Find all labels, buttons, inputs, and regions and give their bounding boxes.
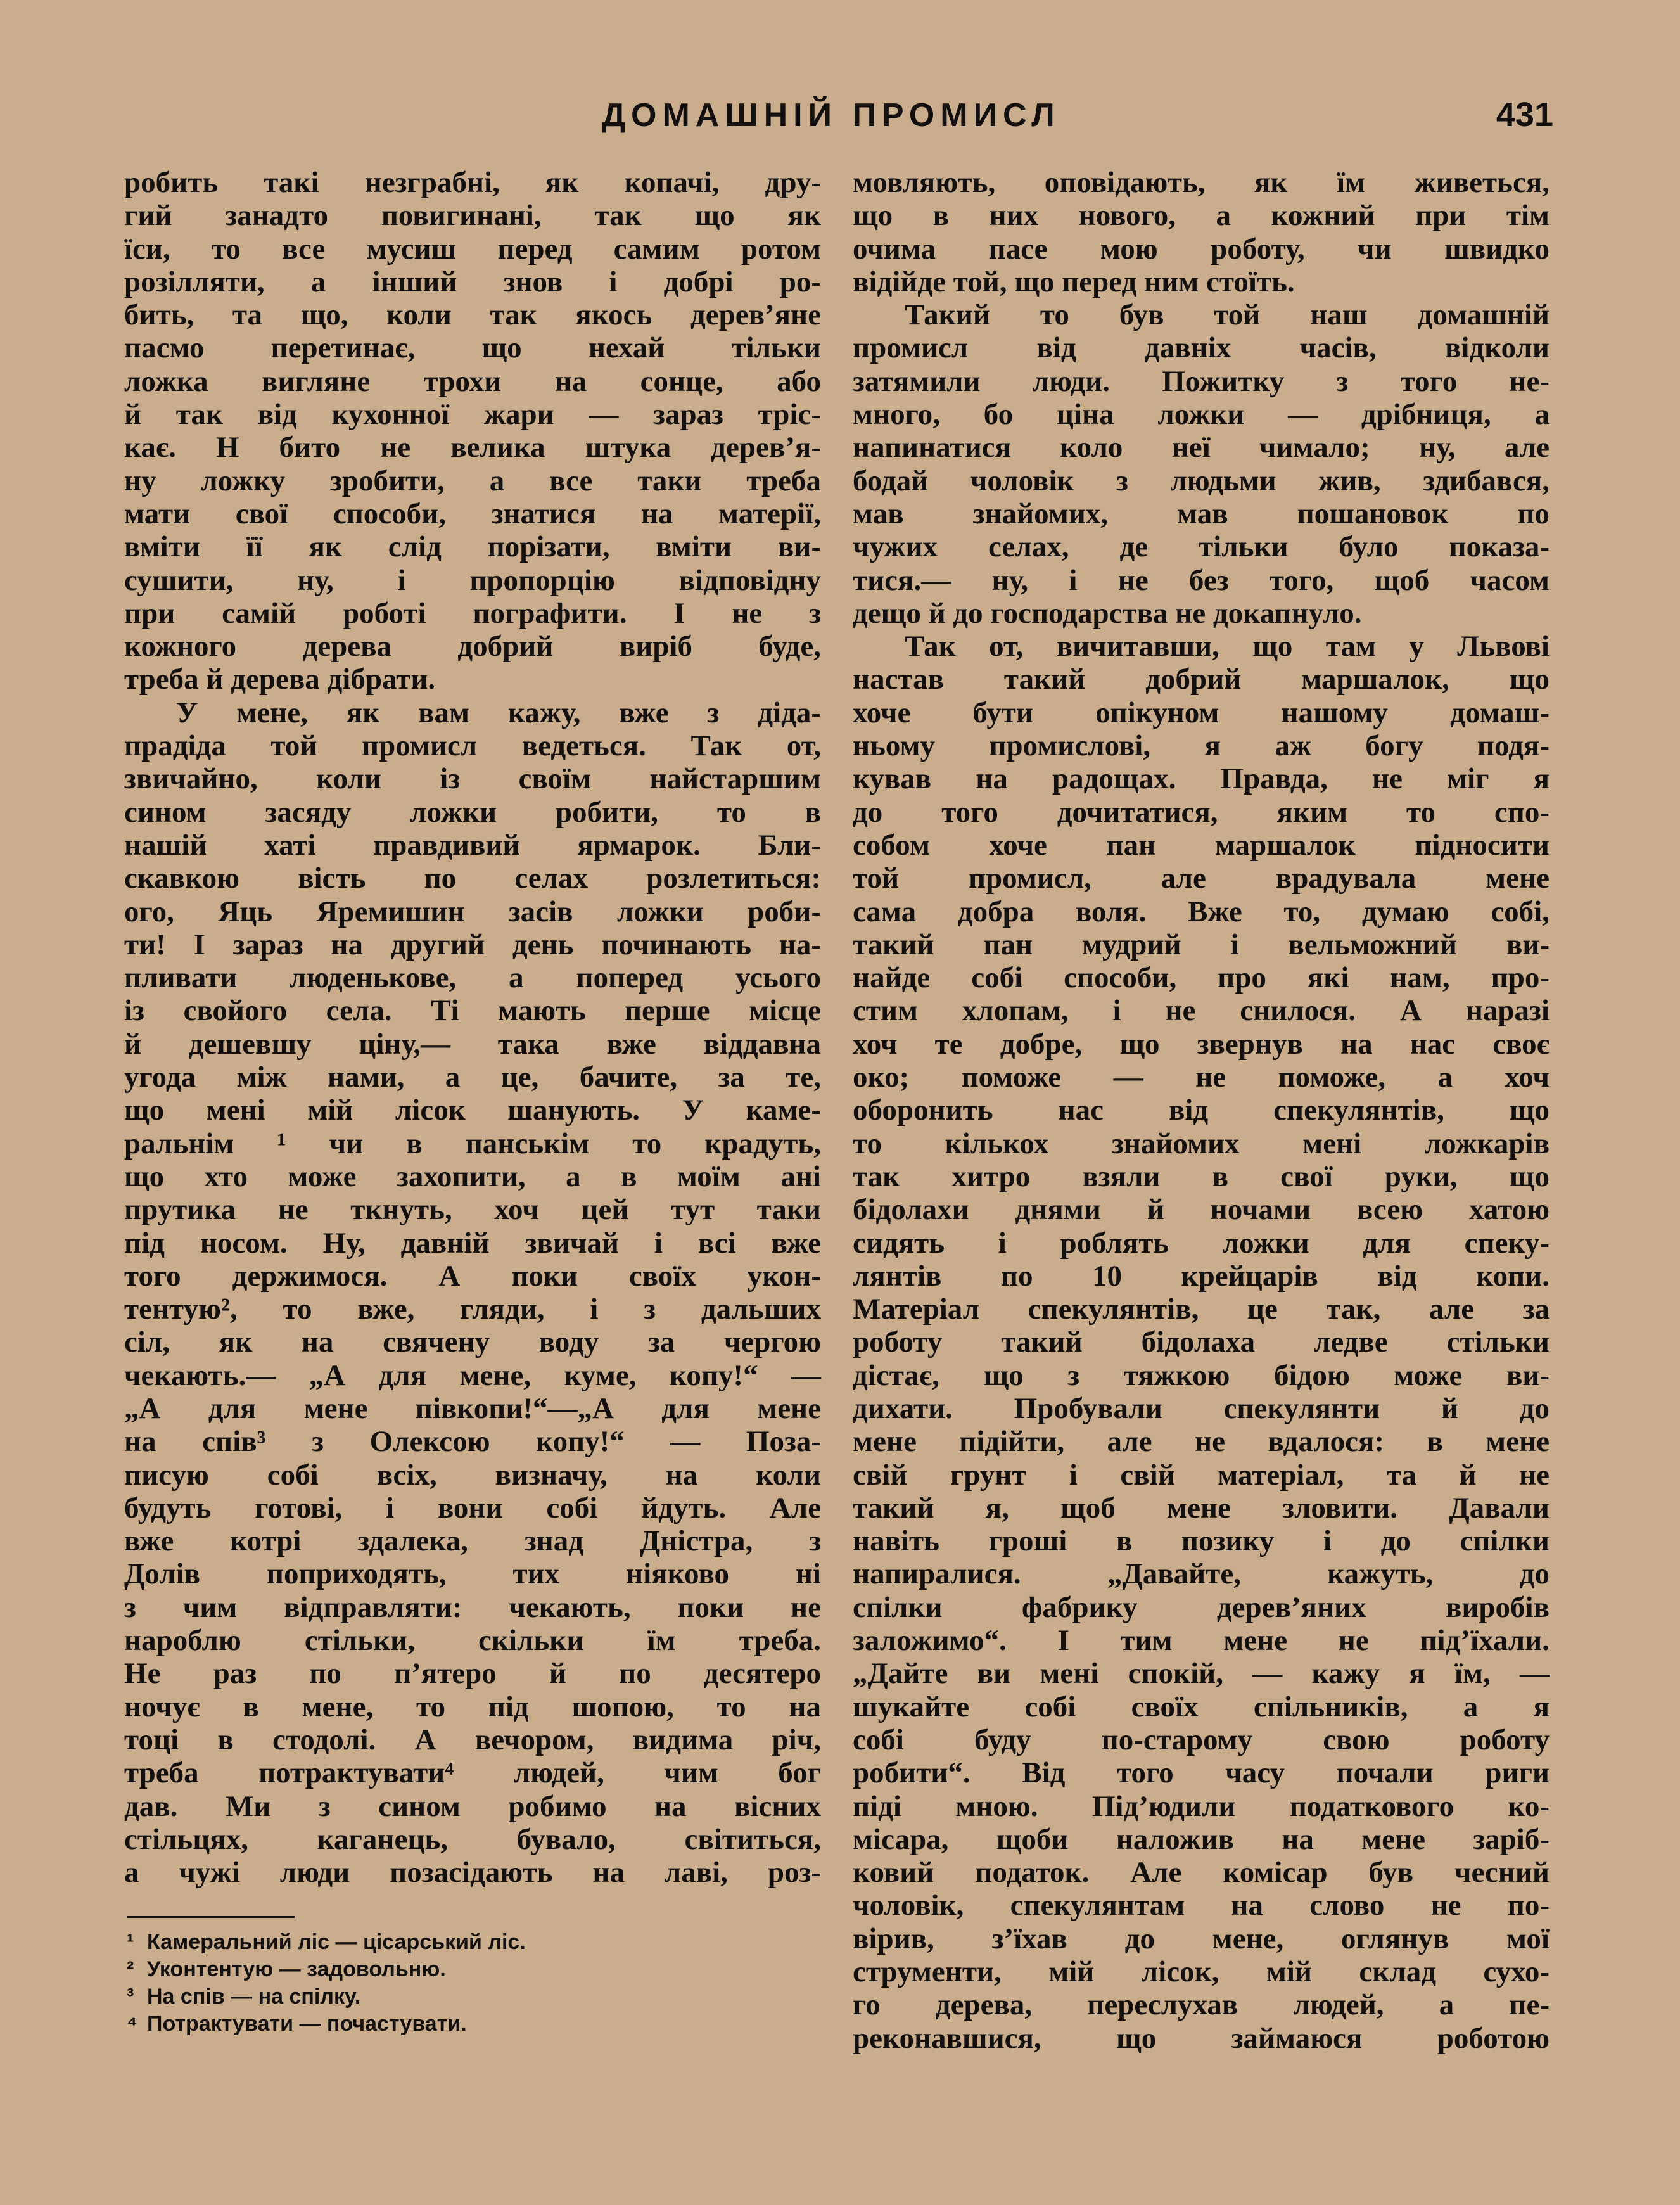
text-line: то кількох знайомих мені ложкарів [853,1127,1550,1160]
footnote-mark: ² [127,1957,134,1981]
text-line: ральнім ¹ чи в панськім то крадуть, [124,1127,821,1160]
text-line: що хто може захопити, а в моїм ані [124,1160,821,1193]
text-line: ну ложку зробити, а все таки треба [124,464,821,497]
text-line: скавкою вість по селах розлетиться: [124,862,821,895]
text-line: реконавшися, що займаюся роботою [853,2021,1550,2055]
footnote-mark: ¹ [127,1930,134,1954]
text-line: заложимо“. І тим мене не під’їхали. [853,1624,1550,1658]
text-line: вже котрі здалека, знад Дністра, з [124,1524,821,1558]
text-line: тоці в стодолі. А вечором, видима річ, [124,1723,821,1756]
text-line: найде собі способи, про які нам, про- [853,961,1550,995]
text-line: сама добра воля. Вже то, думаю собі, [853,895,1550,928]
text-line: розілляти, а інший знов і добрі ро- [124,265,821,298]
text-line: струменти, мій лісок, мій склад сухо- [853,1955,1550,1989]
text-line: й так від кухонної жари — зараз тріс- [124,398,821,431]
footnote [127,1983,811,2010]
text-line: очима пасе мою роботу, чи швидко [853,232,1550,265]
text-line: ого, Яць Яремишин засів ложки роби- [124,895,821,928]
text-line: місара, щоби наложив на мене заріб- [853,1822,1550,1856]
text-line: Матеріал спекулянтів, це так, але за [853,1293,1550,1326]
text-line: й дешевшу ціну,— така вже віддавна [124,1027,821,1061]
text-line: шукайте собі своїх спільників, а я [853,1690,1550,1723]
footnote [127,1929,811,1956]
text-line: сином засяду ложки робити, то в [124,795,821,829]
text-line: мав знайомих, мав пошановок по [853,497,1550,530]
text-line: мене підійти, але не вдалося: в мене [853,1425,1550,1459]
text-line: Такий то був той наш домашній [905,298,1550,332]
text-line: ночує в мене, то під шопою, то на [124,1690,821,1723]
text-line: дихати. Пробували спекулянти й до [853,1391,1550,1425]
text-line: тися.— ну, і не без того, щоб часом [853,563,1550,597]
text-line: „А для мене півкопи!“—„А для мене [124,1391,821,1425]
text-line: У мене, як вам кажу, вже з діда- [176,696,821,729]
text-line: промисл від давніх часів, відколи [853,331,1550,365]
text-line: собі буду по-старому свою роботу [853,1723,1550,1756]
footnotes-block [127,1929,811,2038]
text-line: сіл, як на свячену воду за чергою [124,1326,821,1359]
text-line: ложка вигляне трохи на сонце, або [124,364,821,398]
text-line: бідолахи днями й ночами всею хатою [853,1193,1550,1227]
text-line: спілки фабрику дерев’яних виробів [853,1590,1550,1624]
text-line: сушити, ну, і пропорцію відповідну [124,563,821,597]
text-line: стим хлопам, і не снилося. А наразі [853,994,1550,1028]
text-line: що мені мій лісок шанують. У каме- [124,1094,821,1127]
text-line: що в них нового, а кожний при тім [853,199,1550,233]
text-line: прадіда той промисл ведеться. Так от, [124,729,821,763]
text-line: сидять і роблять ложки для спеку- [853,1226,1550,1260]
text-line: чужих селах, де тільки було показа- [853,530,1550,564]
text-line: пасмо перетинає, що нехай тільки [124,331,821,365]
text-line: із свойого села. Ті мають перше місце [124,994,821,1028]
text-line: лянтів по 10 крейцарів від копи. [853,1259,1550,1293]
text-line: такий я, щоб мене зловити. Давали [853,1491,1550,1524]
text-line: вірив, з’їхав до мене, оглянув мої [853,1922,1550,1955]
text-line: вміти її як слід порізати, вміти ви- [124,530,821,564]
text-line: тентую², то вже, гляди, і з дальших [124,1293,821,1326]
text-line: собом хоче пан маршалок підносити [853,828,1550,862]
text-line: мовляють, оповідають, як їм живеться, [853,166,1550,199]
text-line: треба й дерева дібрати. [124,663,436,696]
text-line: оборонить нас від спекулянтів, що [853,1094,1550,1127]
text-line: кожного дерева добрий виріб буде, [124,630,821,663]
text-line: напинатися коло неї чимало; ну, але [853,431,1550,464]
text-line: прутика не ткнуть, хоч цей тут таки [124,1193,821,1227]
text-line: а чужі люди позасідають на лаві, роз- [124,1856,821,1889]
text-line: нашій хаті правдивий ярмарок. Бли- [124,828,821,862]
text-line: чекають.— „А для мене, куме, копу!“ — [124,1358,821,1392]
text-line: Долів поприходять, тих ніяково ні [124,1557,821,1591]
footnote [127,2010,811,2038]
text-line: будуть готові, і вони собі йдуть. Але [124,1491,821,1524]
footnote-mark: ³ [127,1984,134,2009]
footnote [127,1956,811,1983]
text-line: треба потрактувати⁴ людей, чим бог [124,1756,821,1790]
text-line: з чим відправляти: чекають, поки не [124,1590,821,1624]
text-line: того держимося. А поки своїх укон- [124,1259,821,1293]
text-line: настав такий добрий маршалок, що [853,663,1550,696]
running-header-title: ДОМАШНІЙ ПРОМИСЛ [602,97,1060,134]
text-line: гий занадто повигинані, так що як [124,199,821,233]
right-text-column [853,166,1550,2055]
text-line: робить такі незграбні, як копачі, дру- [124,166,821,199]
text-line: роботу такий бідолаха ледве стільки [853,1326,1550,1359]
text-line: відійде той, що перед ним стоїть. [853,265,1295,298]
text-line: дав. Ми з сином робимо на вісних [124,1789,821,1823]
text-line: угода між нами, а це, бачите, за те, [124,1061,821,1094]
text-line: навіть гроші в позику і до спілки [853,1524,1550,1558]
text-line: до того дочитатися, яким то спо- [853,795,1550,829]
text-line: чоловік, спекулянтам на слово не по- [853,1889,1550,1922]
text-line: Не раз по п’ятеро й по десятеро [124,1657,821,1690]
text-line: робити“. Від того часу почали риги [853,1756,1550,1790]
text-line: дещо й до господарства не докапнуло. [853,596,1362,630]
text-line: ковий податок. Але комісар був чесний [853,1856,1550,1889]
text-line: так хитро взяли в свої руки, що [853,1160,1550,1193]
text-line: свій грунт і свій матеріал, та й не [853,1458,1550,1492]
text-line: мати свої способи, знатися на матерії, [124,497,821,530]
text-line: писую собі всіх, визначу, на коли [124,1458,821,1492]
text-line: пливати люденькове, а поперед усього [124,961,821,995]
text-line: нароблю стільки, скільки їм треба. [124,1624,821,1658]
text-line: піді мною. Під’юдили податкового ко- [853,1789,1550,1823]
text-line: затямили люди. Пожитку з того не- [853,364,1550,398]
text-line: дістає, що з тяжкою бідою може ви- [853,1358,1550,1392]
text-line: той промисл, але врадувала мене [853,862,1550,895]
text-line: хоче бути опікуном нашому домаш- [853,696,1550,729]
text-line: звичайно, коли із своїм найстаршим [124,762,821,796]
text-line: кував на радощах. Правда, не міг я [853,762,1550,796]
footnote-text: Потрактувати — почастувати. [147,2012,467,2036]
text-line: їси, то все мусиш перед самим ротом [124,232,821,265]
footnote-text: Уконтентую — задовольню. [147,1957,446,1981]
text-line: на спів³ з Олексою копу!“ — Поза- [124,1425,821,1459]
text-line: хоч те добре, що звернув на нас своє [853,1027,1550,1061]
footnote-text: Камеральний ліс — цісарський ліс. [147,1930,526,1954]
footnote-text: На спів — на спілку. [147,1984,361,2009]
text-line: бодай чоловік з людьми жив, здибався, [853,464,1550,497]
page-number: 431 [1496,96,1553,134]
left-text-column [124,166,821,1889]
text-line: кає. Н бито не велика штука дерев’я- [124,431,821,464]
footnote-mark: ⁴ [127,2012,137,2036]
text-line: ньому промисловi, я аж богу подя- [853,729,1550,763]
text-line: бить, та що, коли так якось дерев’яне [124,298,821,332]
text-line: такий пан мудрий і вельможний ви- [853,928,1550,961]
text-line: „Дайте ви мені спокій, — кажу я їм, — [853,1657,1550,1690]
text-line: під носом. Ну, давній звичай і всі вже [124,1226,821,1260]
text-line: много, бо ціна ложки — дрібниця, а [853,398,1550,431]
footnote-separator [127,1916,295,1918]
text-line: го дерева, переслухав людей, а пе- [853,1988,1550,2022]
text-line: стільцях, каганець, бувало, світиться, [124,1822,821,1856]
text-line: Так от, вичитавши, що там у Львові [905,630,1550,663]
text-line: ти! І зараз на другий день починають на- [124,928,821,961]
text-line: око; поможе — не поможе, а хоч [853,1061,1550,1094]
text-line: напиралися. „Давайте, кажуть, до [853,1557,1550,1591]
text-line: при самій роботі пографити. І не з [124,596,821,630]
